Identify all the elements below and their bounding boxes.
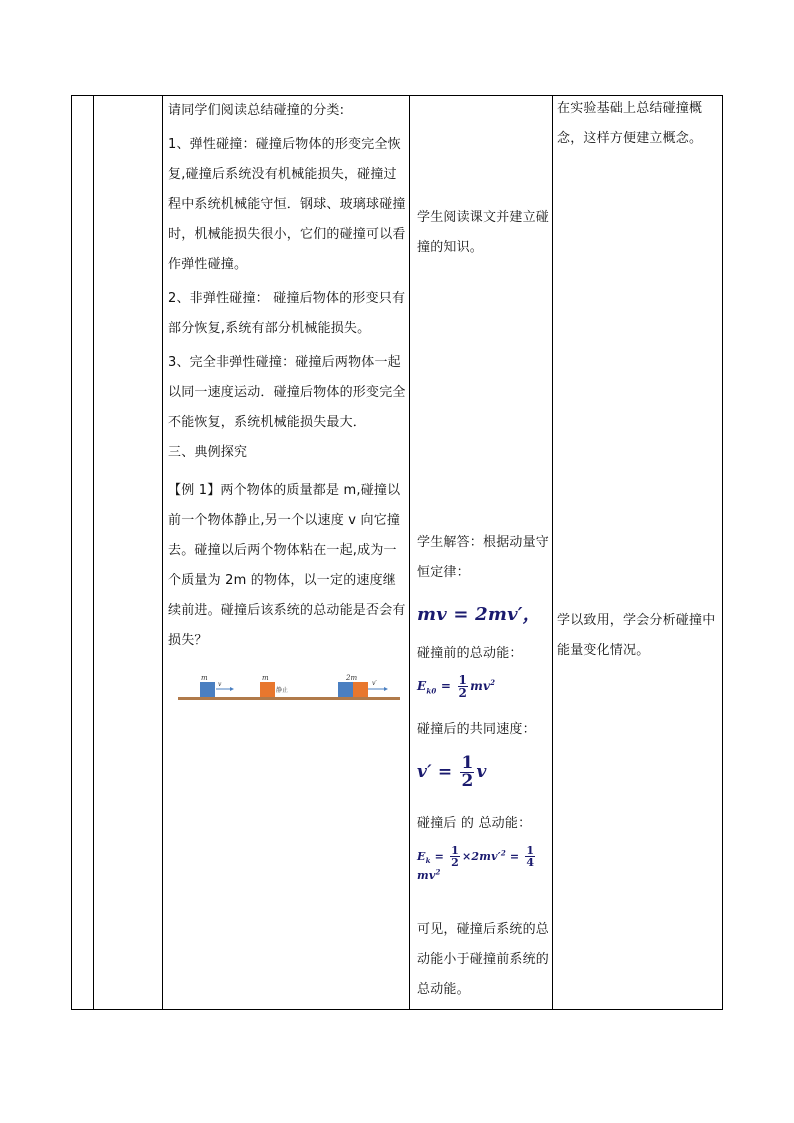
momentum-formula [417,600,551,632]
example-problem-text: 【例 1】两个物体的质量都是 m,碰撞以前一个物体静止,另一个以速度 v 向它撞去。碰撞以后两个物体粘在一起,成为一个质量为 2m 的物体，以一定的速度继续前进。碰撞后该系统的总动能是否会有损失？ [168,483,406,648]
student-answer-intro: 学生解答：根据动量守恒定律： [417,535,550,580]
table-divider-4 [552,95,553,1010]
ek-after-subscript: k [425,855,431,865]
still-label: 静止 [276,687,289,694]
block-still [260,682,275,697]
common-velocity-formula: v′ = $\frac{1}{2}$ v [417,753,487,791]
ek-before-subscript: k0 [426,686,437,696]
velocity-arrowhead [230,687,234,691]
momentum-equation: mv = 2mv′， [417,604,541,625]
inelastic-collision-text: 2、非弹性碰撞： 碰撞后物体的形变只有部分恢复,系统有部分机械能损失。 [168,291,406,336]
fraction-half-large: $\frac{1}{2}$ [461,753,474,791]
table-divider-2 [162,95,163,1010]
fraction-half: $\frac{1}{2}$ [458,673,468,700]
velocity-label: v [218,681,222,688]
block-moving [200,682,215,697]
combined-block-blue [338,682,353,697]
block-moving-label: m [201,674,208,682]
combined-block-orange [353,682,368,697]
intent-concept-text: 在实验基础上总结碰撞概念，这样方便建立概念。 [557,101,703,146]
student-read-text: 学生阅读课文并建立碰撞的知识。 [417,210,550,255]
combined-block-label: 2m [346,674,358,682]
block-still-label: m [262,674,269,682]
collision-intro: 请同学们阅读总结碰撞的分类: [168,103,345,118]
conclusion-text: 可见，碰撞后系统的总动能小于碰撞前系统的总动能。 [417,922,550,997]
final-velocity-arrowhead [384,687,388,691]
collision-diagram [178,672,400,706]
table-border-bottom [71,1009,723,1010]
perfectly-inelastic-text: 3、完全非弹性碰撞：碰撞后两物体一起以同一速度运动．碰撞后物体的形变完全不能恢复，系统机械能损失最大． [168,355,406,430]
ek-after-formula: $E_k$ = $\frac{1}{2}$ $\times 2mv'^2$ = $\frac{1}{4}$ $mv^2$ [417,844,535,882]
elastic-collision-text: 1、弹性碰撞：碰撞后物体的形变完全恢复,碰撞后系统没有机械能损失，碰撞过程中系统机械能守恒．钢球、玻璃球碰撞时，机械能损失很小，它们的碰撞可以看作弹性碰撞。 [168,137,406,272]
table-divider-3 [409,95,410,1010]
ek-before-formula: $E_{k0}$ = $\frac{1}{2}$ $mv^2$ [417,673,496,700]
common-velocity-label: 碰撞后的共同速度： [417,722,536,737]
ek-before-symbol: E [417,679,427,693]
teaching-content-cell [168,96,406,656]
ek-after-label: 碰撞后 的 总动能： [417,816,532,831]
section-heading: 三、典例探究 [168,445,248,460]
ground-bar [178,697,400,700]
table-border-left [71,95,72,1010]
final-velocity-label: v′ [372,680,377,687]
ek-before-label: 碰撞前的总动能： [417,646,523,661]
table-border-right [722,95,723,1010]
table-divider-1 [93,95,94,1010]
intent-apply-text: 学以致用，学会分析碰撞中能量变化情况。 [557,613,716,658]
